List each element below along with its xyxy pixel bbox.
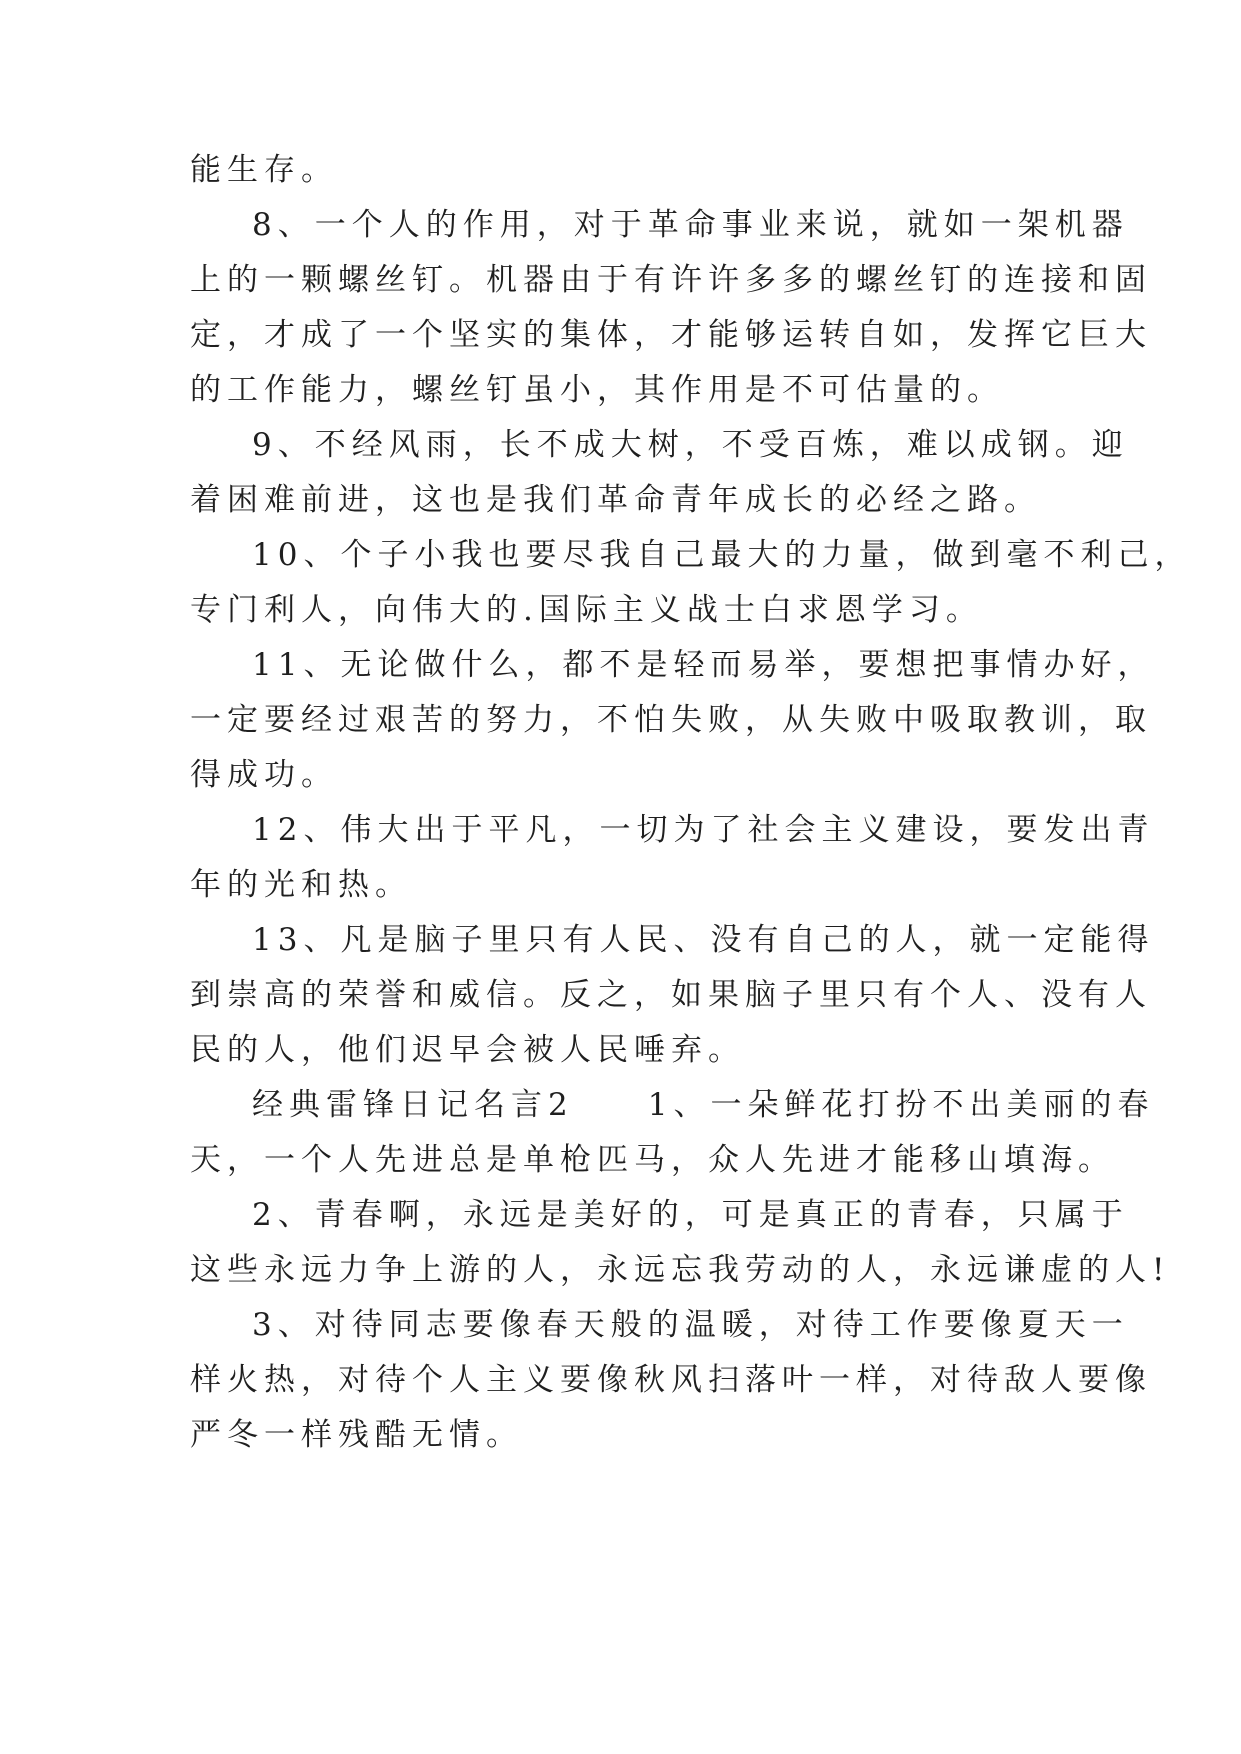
text-line: 能生存。 [190,152,338,188]
text-line: 9、不经风雨，长不成大树，不受百炼，难以成钢。迎 [252,427,1129,463]
text-line: 样火热，对待个人主义要像秋风扫落叶一样，对待敌人要像 [190,1362,1152,1398]
text-line: 得成功。 [190,757,338,793]
text-line: 专门利人，向伟大的.国际主义战士白求恩学习。 [190,592,983,628]
text-line: 到崇高的荣誉和威信。反之，如果脑子里只有个人、没有人 [190,977,1152,1013]
text-line: 民的人，他们迟早会被人民唾弃。 [190,1032,745,1068]
text-line: 严冬一样残酷无情。 [190,1417,523,1453]
text-line: 13、凡是脑子里只有人民、没有自己的人，就一定能得 [252,922,1155,958]
text-line: 10、个子小我也要尽我自己最大的力量，做到毫不利己， [252,537,1192,573]
text-line: 经典雷锋日记名言2 1、一朵鲜花打扮不出美丽的春 [252,1087,1155,1123]
text-line: 着困难前进，这也是我们革命青年成长的必经之路。 [190,482,1041,518]
text-line: 定，才成了一个坚实的集体，才能够运转自如，发挥它巨大 [190,317,1152,353]
text-line: 上的一颗螺丝钉。机器由于有许许多多的螺丝钉的连接和固 [190,262,1152,298]
text-line: 8、一个人的作用，对于革命事业来说，就如一架机器 [252,207,1129,243]
text-line: 的工作能力，螺丝钉虽小，其作用是不可估量的。 [190,372,1004,408]
text-line: 一定要经过艰苦的努力，不怕失败，从失败中吸取教训，取 [190,702,1152,738]
text-line: 11、无论做什么，都不是轻而易举，要想把事情办好， [252,647,1155,683]
text-line: 12、伟大出于平凡，一切为了社会主义建设，要发出青 [252,812,1155,848]
text-line: 年的光和热。 [190,867,412,903]
text-line: 天，一个人先进总是单枪匹马，众人先进才能移山填海。 [190,1142,1115,1178]
text-line: 2、青春啊，永远是美好的，可是真正的青春，只属于 [252,1197,1129,1233]
text-line: 3、对待同志要像春天般的温暖，对待工作要像夏天一 [252,1307,1129,1343]
text-line: 这些永远力争上游的人，永远忘我劳动的人，永远谦虚的人! [190,1252,1171,1288]
